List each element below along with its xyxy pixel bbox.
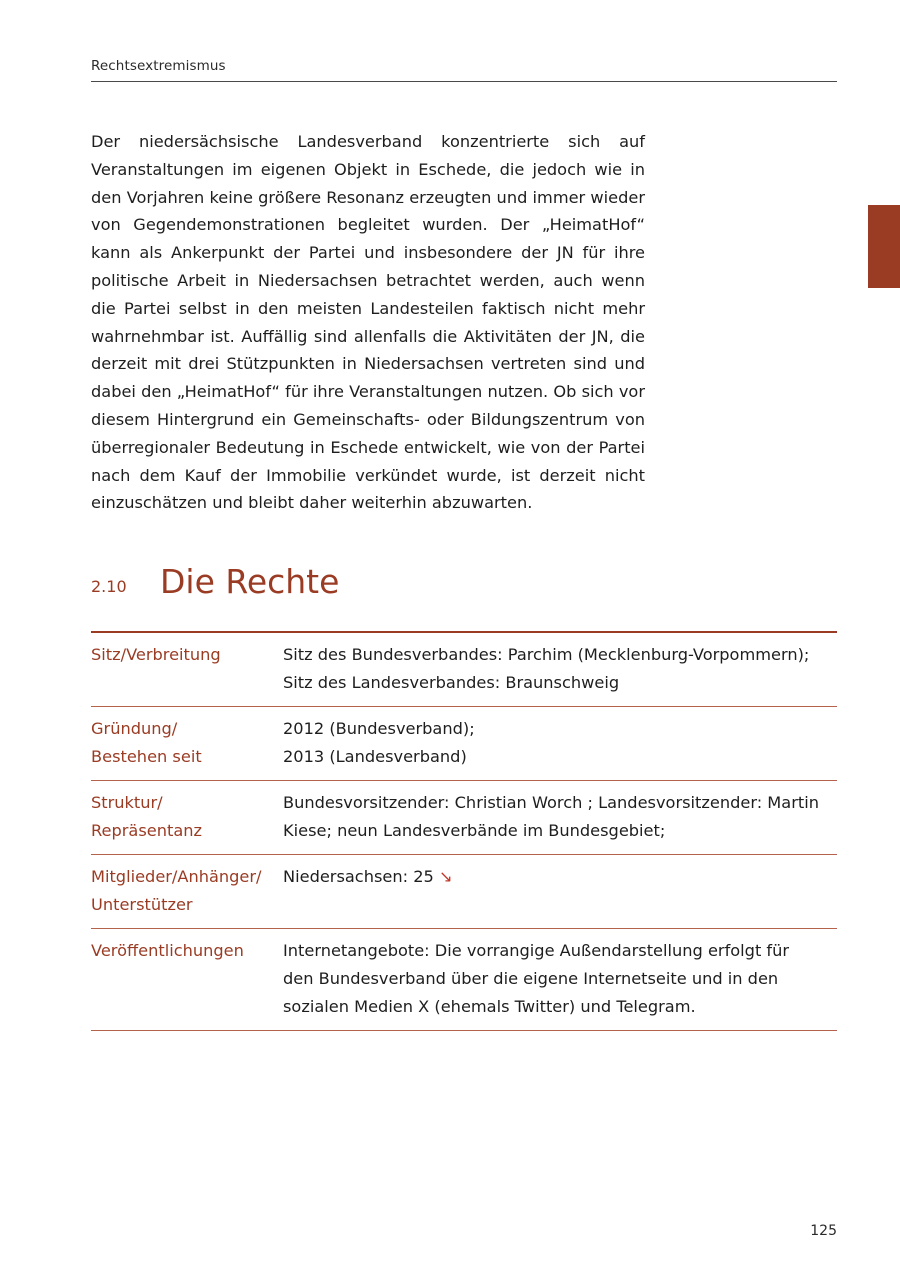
- party-profile-table: [91, 631, 837, 1031]
- row-label-line: Sitz/Verbreitung: [91, 645, 221, 664]
- trend-down-arrow-icon: ↘: [438, 867, 453, 886]
- row-value: [283, 781, 837, 855]
- row-value-line: Sitz des Bundesverbandes: Parchim (Mecklenburg-Vorpommern);: [283, 645, 810, 664]
- row-label: [91, 929, 283, 1031]
- row-value: [283, 855, 837, 929]
- row-label-line: Mitglieder/Anhänger/: [91, 867, 262, 886]
- row-value-line: Internetangebote: Die vorrangige Außendarstellung erfolgt für: [283, 941, 790, 960]
- table-row-mitglieder: [91, 855, 837, 929]
- row-label: [91, 707, 283, 781]
- body-paragraph: Der niedersächsische Landesverband konzentrierte sich auf Veranstaltungen im eigenen Objekt in Eschede, die jedoch wie in den Vorjahren keine größere Resonanz erzeugten und immer wieder von Gegendemonstrationen begleitet wurden. Der „HeimatHof“ kann als Ankerpunkt der Partei und insbesondere der JN für ihre politische Arbeit in Niedersachsen betrachtet werden, auch wenn die Partei selbst in den meisten Landesteilen faktisch nicht mehr wahrnehmbar ist. Auffällig sind allenfalls die Aktivitäten der JN, die derzeit mit drei Stützpunkten in Niedersachsen vertreten sind und dabei den „HeimatHof“ für ihre Veranstaltungen nutzen. Ob sich vor diesem Hintergrund ein Gemeinschafts- oder Bildungszentrum von überregionaler Bedeutung in Eschede entwickelt, wie von der Partei nach dem Kauf der Immobilie verkündet wurde, ist derzeit nicht einzuschätzen und bleibt daher weiterhin abzuwarten.: [91, 132, 645, 513]
- row-label-line: Bestehen seit: [91, 747, 202, 766]
- table-row-veroeffentlichungen: [91, 929, 837, 1031]
- chapter-tab-marker: [868, 205, 900, 288]
- row-value: [283, 929, 837, 1031]
- row-label-line: Gründung/: [91, 719, 178, 738]
- row-value: [283, 632, 837, 707]
- row-label-line: Struktur/: [91, 793, 163, 812]
- row-value-line: sozialen Medien X (ehemals Twitter) und Telegram.: [283, 997, 696, 1016]
- row-label-line: Unterstützer: [91, 895, 193, 914]
- table-row-sitz: [91, 632, 837, 707]
- section-number: 2.10: [91, 577, 127, 596]
- table-row-struktur: [91, 781, 837, 855]
- row-label: [91, 855, 283, 929]
- row-label: [91, 781, 283, 855]
- row-value: [283, 707, 837, 781]
- header-rule: [91, 81, 837, 82]
- row-label-line: Veröffentlichungen: [91, 941, 244, 960]
- page-number: 125: [810, 1223, 837, 1239]
- section-title: Die Rechte: [160, 562, 340, 601]
- row-value-line: Sitz des Landesverbandes: Braunschweig: [283, 673, 620, 692]
- row-label: [91, 632, 283, 707]
- row-value-line: 2013 (Landesverband): [283, 747, 467, 766]
- member-count-text: Niedersachsen: 25: [283, 867, 434, 886]
- row-value-line: den Bundesverband über die eigene Internetseite und in den: [283, 969, 779, 988]
- row-label-line: Repräsentanz: [91, 821, 203, 840]
- table-row-gruendung: [91, 707, 837, 781]
- row-value-line: Kiese; neun Landesverbände im Bundesgebiet;: [283, 821, 666, 840]
- row-value-line: Bundesvorsitzender: Christian Worch ; Landesvorsitzender: Martin: [283, 793, 819, 812]
- running-header: Rechtsextremismus: [91, 58, 226, 74]
- row-value-line: 2012 (Bundesverband);: [283, 719, 475, 738]
